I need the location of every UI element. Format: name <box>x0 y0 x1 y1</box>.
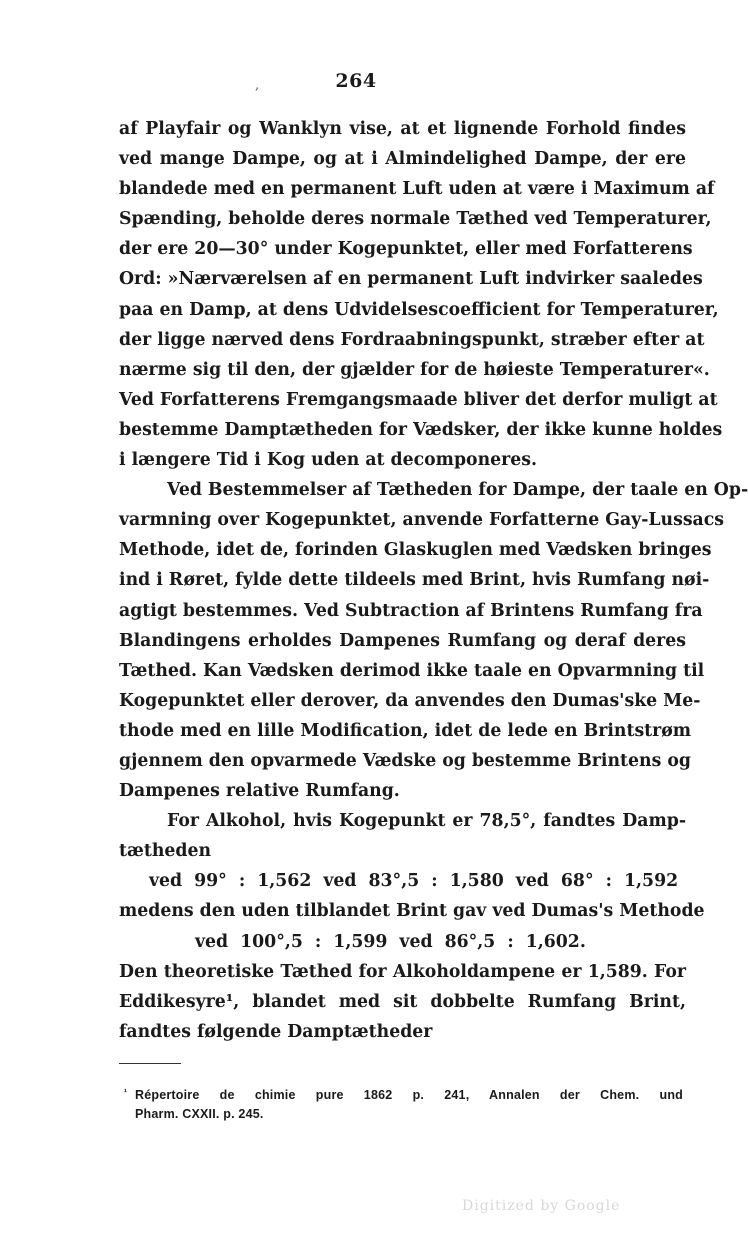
text-line: af Playfair og Wanklyn vise, at et lignende Forhold findes <box>119 119 686 139</box>
stray-mark: , <box>255 78 260 93</box>
footnote-line: Pharm. CXXII. p. 245. <box>135 1107 264 1121</box>
text-line: der ligge nærved dens Fordraabningspunkt, stræber efter at <box>119 329 705 350</box>
page-number: 264 <box>335 70 377 92</box>
paragraph-start-line: For Alkohol, hvis Kogepunkt er 78,5°, fandtes Damp- <box>167 811 686 832</box>
digitization-watermark: Digitized by Google <box>462 1198 621 1214</box>
text-line: Ord: »Nærværelsen af en permanent Luft indvirker saaledes <box>119 269 703 290</box>
text-line: medens den uden tilblandet Brint gav ved Dumas's Methode <box>119 901 705 922</box>
text-line: fandtes følgende Damptætheder <box>119 1021 433 1042</box>
footnote-line: Répertoire de chimie pure 1862 p. 241, Annalen der Chem. und <box>135 1088 683 1102</box>
text-line: i længere Tid i Kog uden at decomponeres. <box>119 450 537 471</box>
text-line: bestemme Damptætheden for Vædsker, der ikke kunne holdes <box>119 419 723 440</box>
paragraph-start-line: Ved Bestemmelser af Tætheden for Dampe, der taale en Op- <box>167 480 748 501</box>
text-line: Blandingens erholdes Dampenes Rumfang og deraf deres <box>119 630 686 651</box>
text-line: Tæthed. Kan Vædsken derimod ikke taale en Opvarmning til <box>119 660 705 681</box>
text-line: Dampenes relative Rumfang. <box>119 781 400 802</box>
text-line: nærme sig til den, der gjælder for de høieste Temperaturer«. <box>119 359 710 380</box>
footnote-marker: ¹ <box>124 1087 128 1097</box>
text-line: Eddikesyre¹, blandet med sit dobbelte Rumfang Brint, <box>119 991 686 1012</box>
footnote <box>124 1086 683 1124</box>
text-line: Den theoretiske Tæthed for Alkoholdampene er 1,589. For <box>119 961 686 982</box>
footnote-divider <box>119 1063 181 1064</box>
text-line: tætheden <box>119 841 212 862</box>
text-line: Methode, idet de, forinden Glaskuglen med Vædsken bringes <box>119 540 712 561</box>
body-text <box>119 114 748 1047</box>
text-line: ved mange Dampe, og at i Almindelighed Dampe, der ere <box>119 149 686 170</box>
text-line: paa en Damp, at dens Udvidelsescoefficient for Temperaturer, <box>119 299 719 320</box>
text-line: Spænding, beholde deres normale Tæthed ved Temperaturer, <box>119 209 712 230</box>
text-line: der ere 20—30° under Kogepunktet, eller med Forfatterens <box>119 239 693 260</box>
text-line: blandede med en permanent Luft uden at være i Maximum af <box>119 179 715 200</box>
text-line: ind i Røret, fylde dette tildeels med Brint, hvis Rumfang nøi- <box>119 570 710 591</box>
text-line: thode med en lille Modification, idet de lede en Brintstrøm <box>119 720 692 741</box>
data-row: ved 99° : 1,562 ved 83°,5 : 1,580 ved 68° : 1,592 <box>149 871 679 892</box>
text-line: Kogepunktet eller derover, da anvendes den Dumas'ske Me- <box>119 690 701 711</box>
text-line: gjennem den opvarmede Vædske og bestemme Brintens og <box>119 750 691 771</box>
data-row: ved 100°,5 : 1,599 ved 86°,5 : 1,602. <box>195 931 586 952</box>
text-line: varmning over Kogepunktet, anvende Forfatterne Gay-Lussacs <box>119 510 725 531</box>
text-line: agtigt bestemmes. Ved Subtraction af Brintens Rumfang fra <box>119 600 703 621</box>
text-line: Ved Forfatterens Fremgangsmaade bliver det derfor muligt at <box>119 389 718 410</box>
